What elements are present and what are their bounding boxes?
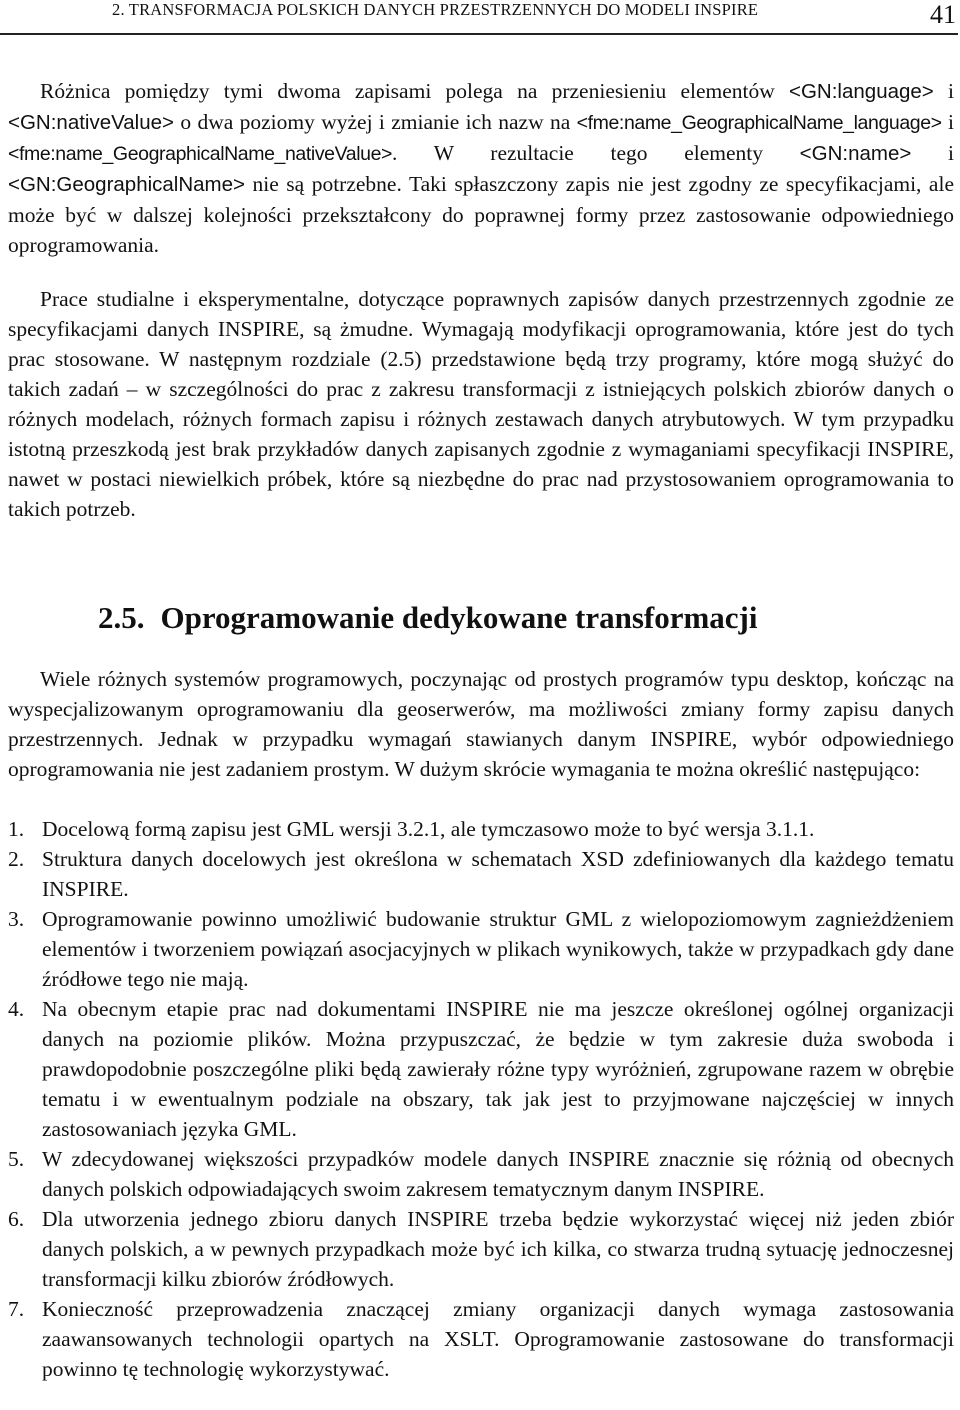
paragraph-text: i (911, 141, 954, 165)
section-title: Oprogramowanie dedykowane transformacji (160, 600, 758, 635)
paragraph-text: i (933, 79, 954, 103)
list-item-number: 6. (8, 1207, 25, 1231)
list-item-number: 1. (8, 817, 25, 841)
list-item-text: Oprogramowanie powinno umożliwić budowanie struktur GML z wielopoziomowym zagnieżdżeniem elementów i tworzeniem powiązań asocjacyjnych w plikach wynikowych, także w przypadkach gdy dane źródłowe tego nie mają. (42, 907, 954, 991)
list-item-text: Dla utworzenia jednego zbioru danych INSPIRE trzeba będzie wykorzystać więcej niż jeden zbiór danych polskich, a w pewnych przypadkach może być ich kilka, co stwarza trudną sytuację jednoczesnej transformacji kilku zbiorów źródłowych. (42, 1207, 954, 1291)
code-element: <GN:language> (789, 80, 934, 103)
section-heading (98, 598, 758, 638)
list-item (8, 814, 954, 844)
requirements-list (8, 814, 954, 1384)
code-element: <GN:GeographicalName> (8, 173, 246, 196)
code-element: <fme:name_GeographicalName_language> (576, 112, 942, 134)
list-item-text: Struktura danych docelowych jest określona w schematach XSD zdefiniowanych dla każdego tematu INSPIRE. (42, 847, 954, 901)
paragraph-text: i (941, 110, 954, 134)
running-header (0, 0, 958, 35)
paragraph-text: o dwa poziomy wyżej i zmianie ich nazw na (174, 110, 577, 134)
code-element: <GN:name> (799, 142, 912, 165)
paragraph-gml-elements (8, 76, 954, 260)
list-item-number: 3. (8, 907, 25, 931)
list-item (8, 904, 954, 994)
paragraph-text: . W rezultacie tego elementy (392, 141, 800, 165)
paragraph-studies: Prace studialne i eksperymentalne, dotyczące poprawnych zapisów danych przestrzennych zgodnie ze specyfikacjami danych INSPIRE, są żmudne. Wymagają modyfikacji oprogramowania, które jest do tych prac stosowane. W następnym rozdziale (2.5) przedstawione będą trzy programy, które mogą służyć do takich zadań – w szczególności do prac z zakresu transformacji z istniejących polskich zbiorów danych o różnych modelach, różnych formach zapisu i różnych zestawach danych atrybutowych. W tym przypadku istotną przeszkodą jest brak przykładów danych zapisanych zgodnie z wymaganiami specyfikacji INSPIRE, nawet w postaci niewielkich próbek, które są niezbędne do prac nad przystosowaniem oprogramowania to takich potrzeb. (8, 287, 954, 521)
list-item-text: Konieczność przeprowadzenia znaczącej zmiany organizacji danych wymaga zastosowania zaawansowanych technologii opartych na XSLT. Oprogramowanie zastosowane do transformacji powinno tę technologię wykorzystywać. (42, 1297, 954, 1381)
page-number: 41 (930, 0, 956, 29)
code-element: <fme:name_GeographicalName_nativeValue> (8, 143, 393, 165)
paragraph-software-intro: Wiele różnych systemów programowych, poczynając od prostych programów typu desktop, kończąc na wyspecjalizowanym oprogramowaniu dla geoserwerów, ma możliwości zmiany formy zapisu danych przestrzennych. Jednak w przypadku wymagań stawianych danym INSPIRE, wybór odpowiedniego oprogramowania nie jest zadaniem prostym. W dużym skrócie wymagania te można określić następująco: (8, 667, 954, 781)
list-item-number: 5. (8, 1147, 25, 1171)
list-item-text: Docelową formą zapisu jest GML wersji 3.2.1, ale tymczasowo może to być wersja 3.1.1. (42, 817, 815, 841)
list-item-number: 4. (8, 997, 25, 1021)
code-element: <GN:nativeValue> (8, 111, 175, 134)
list-item (8, 1294, 954, 1384)
list-item (8, 1144, 954, 1204)
list-item (8, 1204, 954, 1294)
list-item (8, 844, 954, 904)
list-item-number: 7. (8, 1297, 25, 1321)
section-number: 2.5. (98, 600, 145, 635)
list-item-text: W zdecydowanej większości przypadków modele danych INSPIRE znacznie się różnią od obecnych danych polskich odpowiadających swoim zakresem tematycznym danym INSPIRE. (42, 1147, 954, 1201)
list-item (8, 994, 954, 1144)
list-item-text: Na obecnym etapie prac nad dokumentami INSPIRE nie ma jeszcze określonej ogólnej organizacji danych na poziomie plików. Można przypuszczać, że będzie w tym zakresie duża swoboda i prawdopodobnie poszczególne pliki będą zawierały różne typy wyróżnień, zgrupowane razem w obrębie tematu i w ewentualnym podziale na obszary, tak jak jest to przyjmowane najczęściej w innych zastosowaniach języka GML. (42, 997, 954, 1141)
paragraph-text: nie są potrzebne. Taki spłaszczony zapis nie jest zgodny ze specyfikacjami, ale może być w dalszej kolejności przekształcony do poprawnej formy przez zastosowanie odpowiedniego oprogramowania. (8, 172, 954, 257)
list-item-number: 2. (8, 847, 25, 871)
paragraph-text: Różnica pomiędzy tymi dwoma zapisami polega na przeniesieniu elementów (40, 79, 790, 103)
running-header-title: 2. TRANSFORMACJA POLSKICH DANYCH PRZESTRZENNYCH DO MODELI INSPIRE (112, 0, 759, 19)
